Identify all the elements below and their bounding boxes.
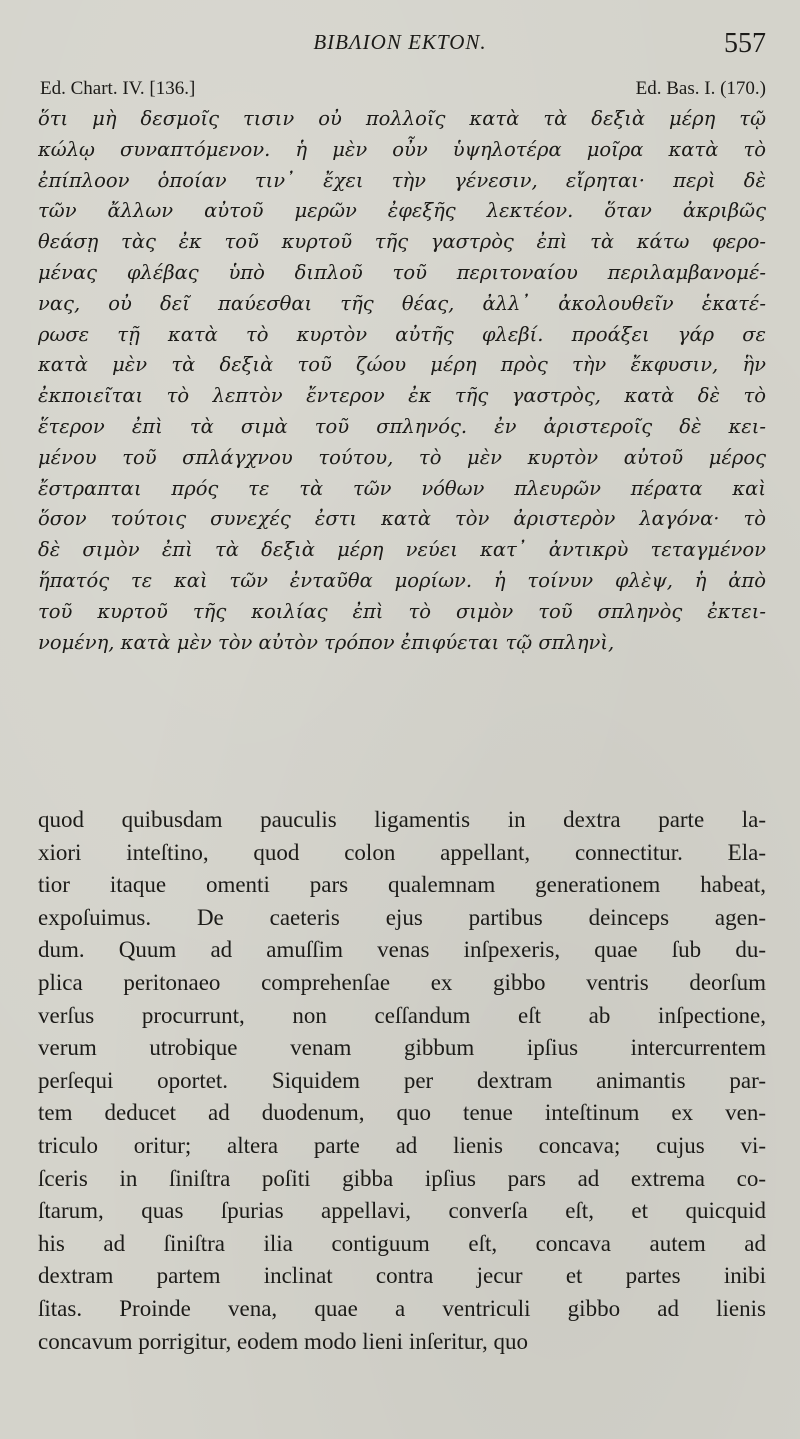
greek-text-line: ἥπατός τε καὶ τῶν ἐνταῦθα μορίων. ἡ τοίνυν φλὲψ, ἡ ἀπὸ [38, 568, 766, 592]
running-head [0, 28, 800, 64]
greek-text-line: θεάσῃ τὰς ἐκ τοῦ κυρτοῦ τῆς γαστρὸς ἐπὶ τὰ κάτω φερο- [38, 230, 766, 254]
latin-translation-block [38, 804, 766, 1358]
latin-text-line: dum. Quum ad amuſſim venas inſpexeris, quae ſub du- [38, 937, 766, 963]
latin-text-line: his ad ſiniſtra ilia contiguum eſt, concava autem ad [38, 1230, 766, 1256]
edition-chart-reference: Ed. Chart. IV. [136.] [40, 78, 196, 99]
greek-text-line: ἔστραπται πρός τε τὰ τῶν νόθων πλευρῶν πέρατα καὶ [38, 476, 766, 500]
latin-text-line: verum utrobique venam gibbum ipſius intercurrentem [38, 1035, 766, 1061]
greek-text-line: νας, οὐ δεῖ παύεσθαι τῆς θέας, ἀλλ᾽ ἀκολουθεῖν ἑκατέ- [38, 291, 766, 315]
page-number: 557 [724, 28, 766, 59]
greek-text-line: ὅσον τούτοις συνεχές ἐστι κατὰ τὸν ἀριστερὸν λαγόνα· τὸ [38, 507, 766, 531]
greek-text-line: μένου τοῦ σπλάγχνου τούτου, τὸ μὲν κυρτὸν αὐτοῦ μέρος [38, 445, 766, 469]
greek-text-line: ρωσε τῇ κατὰ τὸ κυρτὸν αὐτῆς φλεβί. προάξει γάρ σε [38, 322, 766, 346]
edition-basel-reference: Ed. Bas. I. (170.) [635, 78, 766, 99]
latin-text-line: ſceris in ſiniſtra poſiti gibba ipſius pars ad extrema co- [38, 1165, 766, 1191]
latin-text-line: concavum porrigitur, eodem modo lieni inſeritur, quo [38, 1328, 528, 1354]
latin-text-line: ſitas. Proinde vena, quae a ventriculi gibbo ad lienis [38, 1295, 766, 1321]
greek-text-line: ἕτερον ἐπὶ τὰ σιμὰ τοῦ σπληνός. ἐν ἀριστεροῖς δὲ κει- [38, 414, 766, 438]
latin-text-line: ſtarum, quas ſpurias appellavi, converſa eſt, et quicquid [38, 1198, 766, 1224]
latin-text-line: xiori inteſtino, quod colon appellant, connectitur. Ela- [38, 839, 766, 865]
latin-text-line: quod quibusdam pauculis ligamentis in dextra parte la- [38, 807, 766, 832]
greek-text-line: ἐκποιεῖται τὸ λεπτὸν ἔντερον ἐκ τῆς γαστρὸς, κατὰ δὲ τὸ [38, 384, 766, 408]
latin-text-line: dextram partem inclinat contra jecur et partes inibi [38, 1263, 766, 1289]
latin-text-line: expoſuimus. De caeteris ejus partibus deinceps agen- [38, 904, 766, 930]
latin-text-line: plica peritonaeo comprehenſae ex gibbo ventris deorſum [38, 969, 766, 995]
greek-text-line: μένας φλέβας ὑπὸ διπλοῦ τοῦ περιτοναίου περιλαμβανομέ- [38, 260, 766, 284]
greek-text-block [38, 104, 766, 658]
latin-text-line: verſus procurrunt, non ceſſandum eſt ab inſpectione, [38, 1002, 766, 1028]
latin-text-line: tior itaque omenti pars qualemnam generationem habeat, [38, 872, 766, 898]
greek-text-line: κατὰ μὲν τὰ δεξιὰ τοῦ ζώου μέρη πρὸς τὴν ἔκφυσιν, ἣν [38, 353, 766, 377]
greek-text-line: ὅτι μὴ δεσμοῖς τισιν οὐ πολλοῖς κατὰ τὰ δεξιὰ μέρη τῷ [38, 107, 766, 130]
latin-text-line: triculo oritur; altera parte ad lienis concava; cujus vi- [38, 1132, 766, 1158]
greek-text-line: δὲ σιμὸν ἐπὶ τὰ δεξιὰ μέρη νεύει κατ᾽ ἀντικρὺ τεταγμένον [38, 538, 766, 562]
latin-text-line: perſequi oportet. Siquidem per dextram animantis par- [38, 1067, 766, 1093]
greek-text-line: κώλῳ συναπτόμενον. ἡ μὲν οὖν ὑψηλοτέρα μοῖρα κατὰ τὸ [38, 137, 766, 161]
running-title: BIBΛION EKTON. [313, 30, 487, 54]
greek-text-line: τοῦ κυρτοῦ τῆς κοιλίας ἐπὶ τὸ σιμὸν τοῦ σπληνὸς ἐκτει- [38, 599, 766, 623]
greek-text-line: νομένη, κατὰ μὲν τὸν αὐτὸν τρόπον ἐπιφύεται τῷ σπληνὶ, [38, 630, 615, 654]
greek-text-line: τῶν ἄλλων αὐτοῦ μερῶν ἐφεξῆς λεκτέον. ὅταν ἀκριβῶς [38, 199, 766, 223]
edition-references [40, 78, 766, 102]
greek-text-line: ἐπίπλοον ὁποίαν τιν᾽ ἔχει τὴν γένεσιν, εἴρηται· περὶ δὲ [38, 168, 766, 192]
latin-text-line: tem deducet ad duodenum, quo tenue inteſtinum ex ven- [38, 1100, 766, 1126]
